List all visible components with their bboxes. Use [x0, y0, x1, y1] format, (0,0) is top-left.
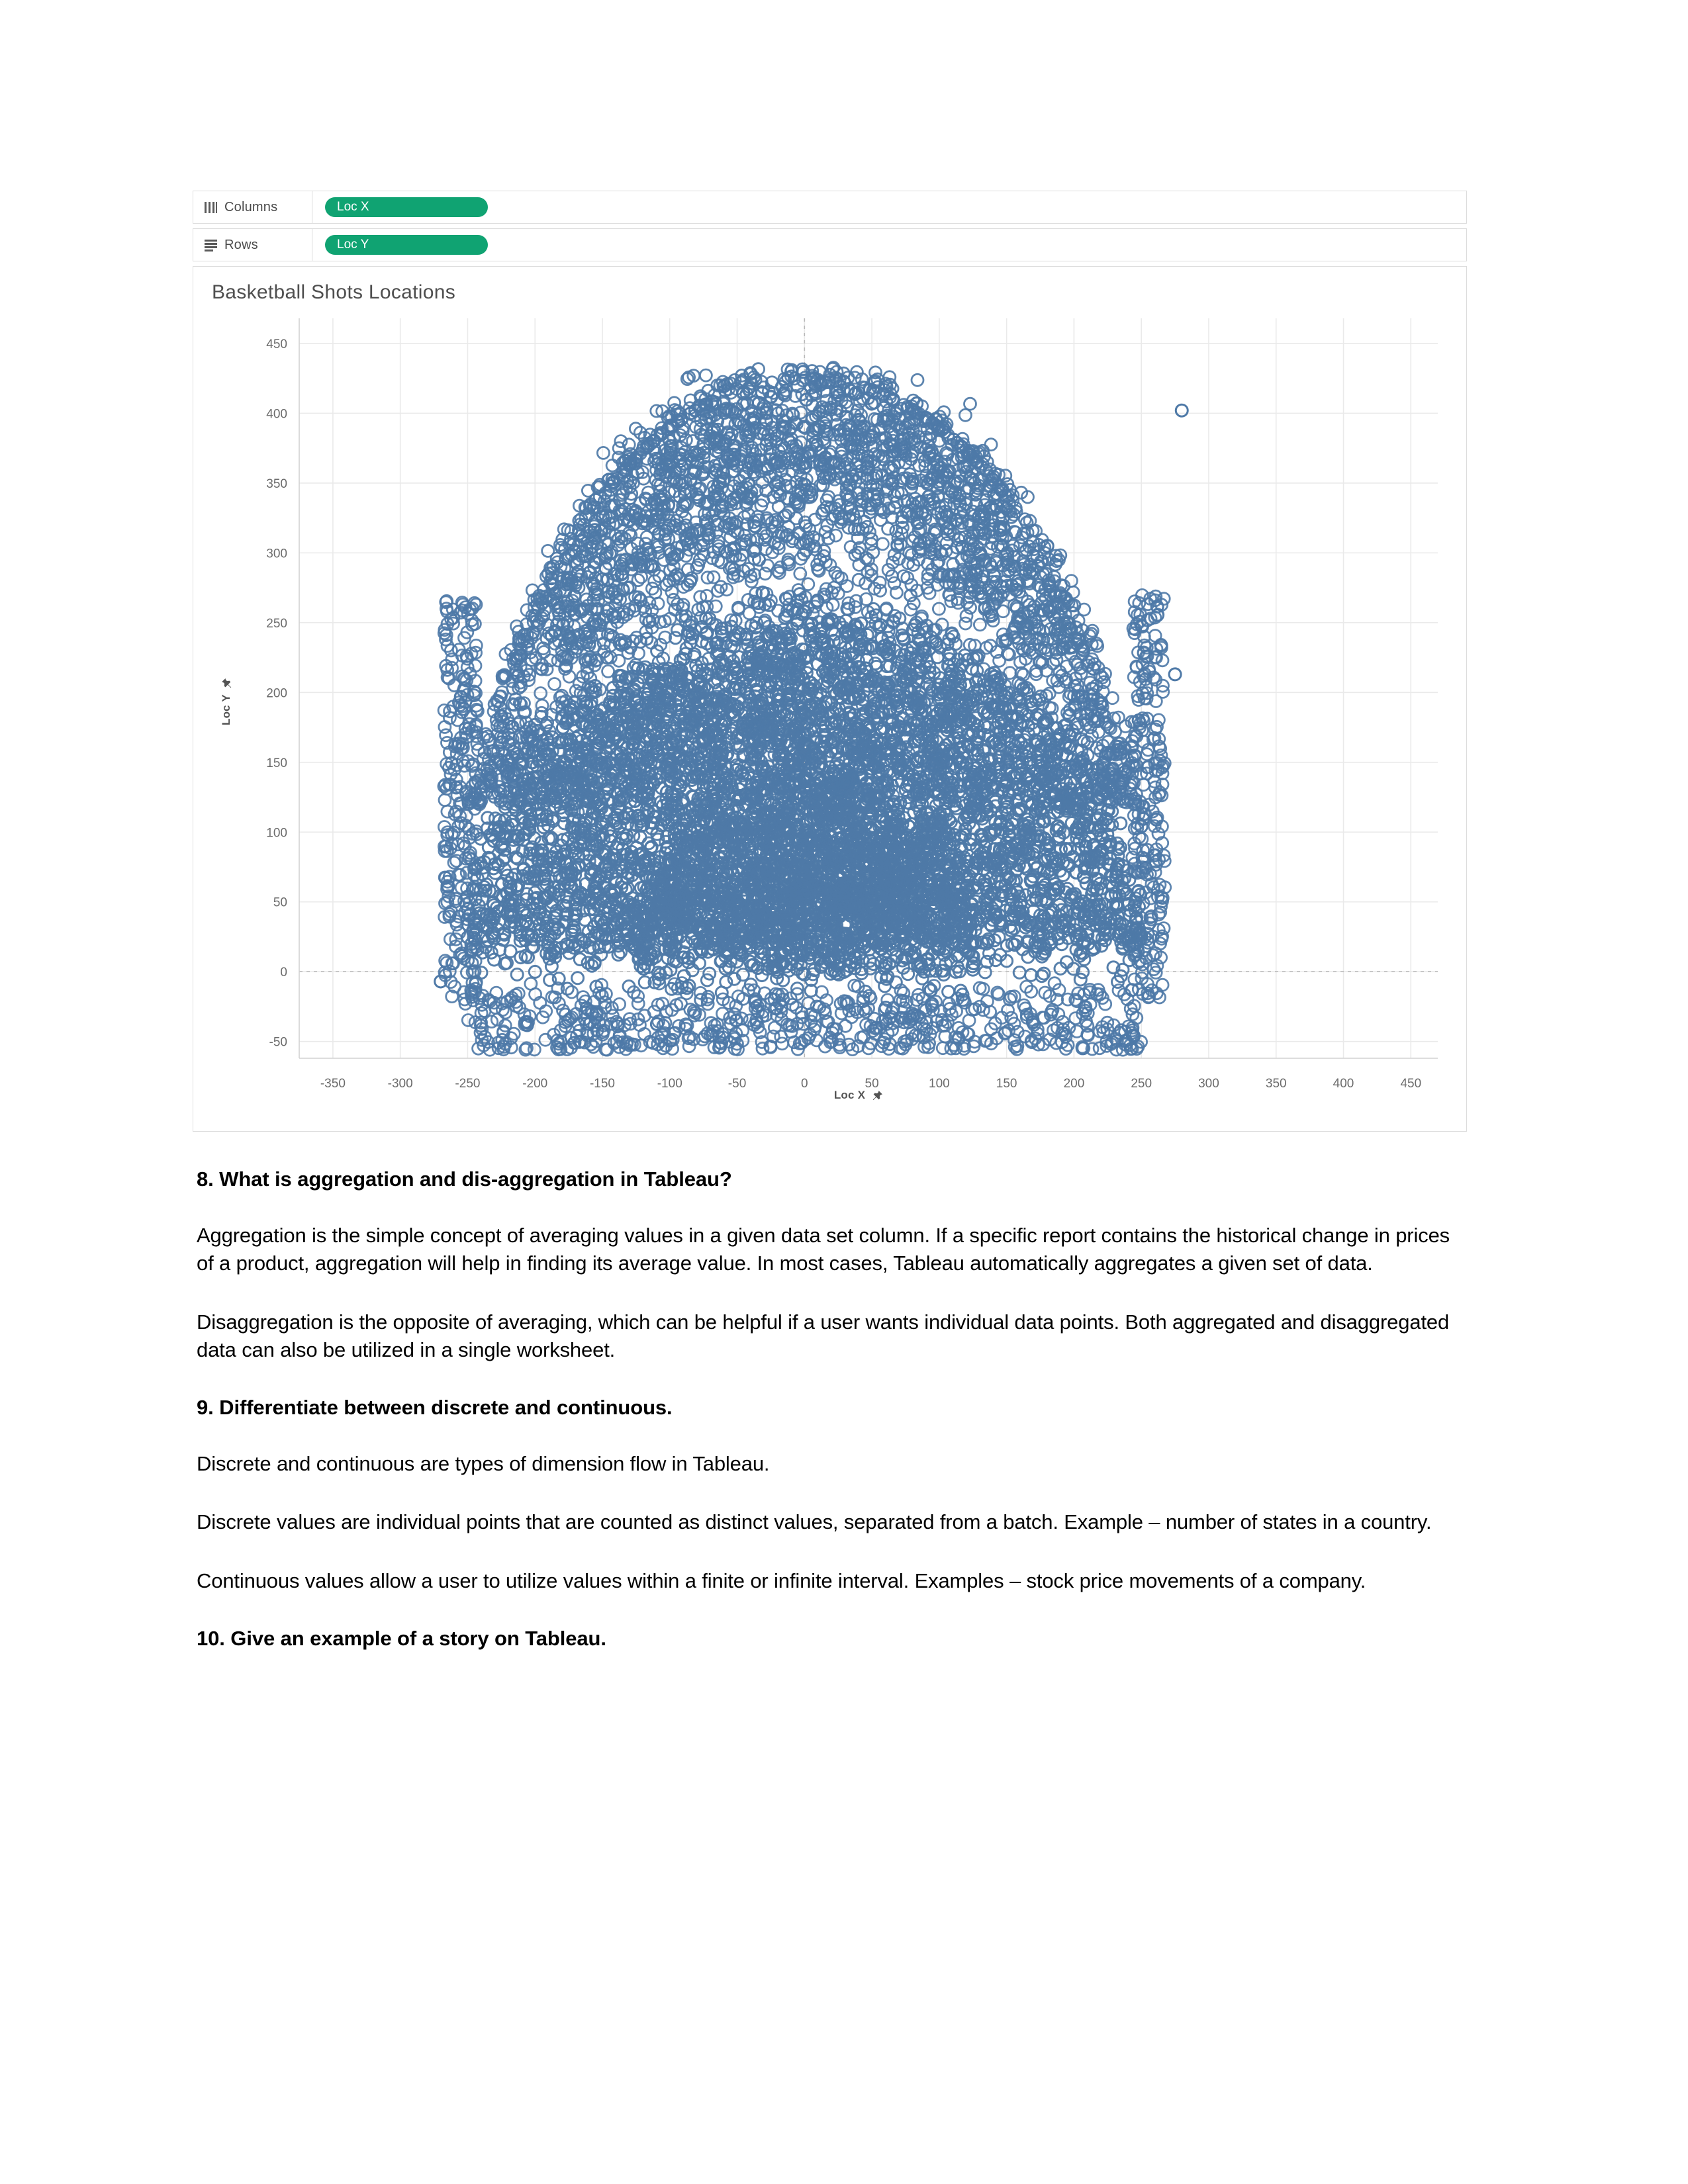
outlier-point	[1169, 668, 1181, 680]
scatter-plot[interactable]	[193, 267, 1466, 1131]
y-tick-label: 100	[266, 826, 287, 841]
columns-icon	[205, 202, 217, 213]
x-tick-label: -350	[320, 1077, 346, 1091]
x-tick-label: -250	[455, 1077, 481, 1091]
pin-icon-y	[220, 677, 233, 690]
data-points	[438, 362, 1171, 1056]
outlier-point	[1176, 404, 1188, 416]
y-axis-title-text: Loc Y	[220, 694, 232, 725]
y-tick-label: 450	[266, 337, 287, 351]
section-heading	[197, 1394, 1471, 1421]
x-tick-label: 250	[1131, 1077, 1152, 1091]
paragraph-text: Disaggregation is the opposite of averaging, which can be helpful if a user wants individual data points. Both aggregated and disaggregated data can also be utilized in a single worksheet.	[197, 1310, 1450, 1361]
section-heading	[197, 1625, 1471, 1652]
x-tick-label: -100	[657, 1077, 682, 1091]
y-tick-label: 200	[266, 686, 287, 701]
tableau-viz	[193, 191, 1467, 1142]
y-tick-label: 350	[266, 477, 287, 491]
columns-shelf-label	[193, 191, 312, 223]
columns-label-text: Columns	[224, 199, 278, 214]
x-tick-label: 100	[929, 1077, 950, 1091]
paragraph-text: Aggregation is the simple concept of averaging values in a given data set column. If a specific report contains the historical change in prices of a product, aggregation will help in finding its average value. In most cases, Tableau automatically aggregates a given set of data.	[197, 1224, 1450, 1275]
paragraph-text: Discrete values are individual points that are counted as distinct values, separated from a batch. Example – number of states in a country.	[197, 1510, 1432, 1534]
document-body	[197, 1166, 1471, 1652]
pill-loc-x[interactable]: Loc X	[325, 197, 488, 217]
y-tick-label: 50	[273, 895, 287, 910]
heading-text: 9. Differentiate between discrete and continuous.	[197, 1395, 673, 1419]
x-tick-label: -200	[522, 1077, 548, 1091]
y-axis-title	[220, 677, 233, 725]
section-heading	[197, 1166, 1471, 1193]
y-tick-label: -50	[269, 1035, 287, 1050]
y-tick-label: 0	[280, 966, 287, 980]
x-tick-label: 400	[1333, 1077, 1354, 1091]
heading-text: 8. What is aggregation and dis-aggregation in Tableau?	[197, 1167, 732, 1191]
body-paragraph	[197, 1508, 1471, 1536]
rows-shelf-label	[193, 229, 312, 261]
body-paragraph	[197, 1567, 1471, 1595]
rows-shelf[interactable]	[193, 228, 1467, 261]
rows-icon	[205, 240, 217, 251]
x-tick-label: 200	[1063, 1077, 1085, 1091]
x-axis-title-text: Loc X	[833, 1089, 866, 1101]
x-axis-title	[193, 1089, 1466, 1102]
x-tick-label: 300	[1198, 1077, 1219, 1091]
y-tick-label: 300	[266, 547, 287, 561]
x-tick-label: -300	[387, 1077, 413, 1091]
body-paragraph	[197, 1222, 1471, 1277]
columns-shelf[interactable]	[193, 191, 1467, 224]
x-tick-label: 150	[996, 1077, 1017, 1091]
chart-title: Basketball Shots Locations	[212, 281, 456, 303]
columns-field-area[interactable]	[312, 197, 488, 217]
body-paragraph	[197, 1450, 1471, 1478]
y-axis-tick-labels	[266, 338, 287, 1050]
y-tick-label: 400	[266, 407, 287, 422]
heading-text: 10. Give an example of a story on Tableau.	[197, 1626, 606, 1650]
x-tick-label: 450	[1400, 1077, 1422, 1091]
chart-panel	[193, 266, 1467, 1132]
y-tick-label: 150	[266, 756, 287, 770]
x-tick-label: 0	[801, 1077, 808, 1091]
paragraph-text: Discrete and continuous are types of dimension flow in Tableau.	[197, 1452, 770, 1476]
body-paragraph	[197, 1308, 1471, 1364]
pill-loc-y[interactable]: Loc Y	[325, 235, 488, 255]
x-tick-label: 50	[865, 1077, 879, 1091]
paragraph-text: Continuous values allow a user to utilize values within a finite or infinite interval. Examples – stock price movements of a company.	[197, 1569, 1366, 1592]
rows-field-area[interactable]	[312, 235, 488, 255]
x-tick-label: -50	[727, 1077, 747, 1091]
x-tick-label: 350	[1265, 1077, 1287, 1091]
x-tick-label: -150	[589, 1077, 616, 1091]
scatter-plot-svg[interactable]	[193, 267, 1466, 1131]
pin-icon-x	[871, 1089, 884, 1102]
y-tick-label: 250	[266, 616, 287, 631]
rows-label-text: Rows	[224, 237, 258, 252]
